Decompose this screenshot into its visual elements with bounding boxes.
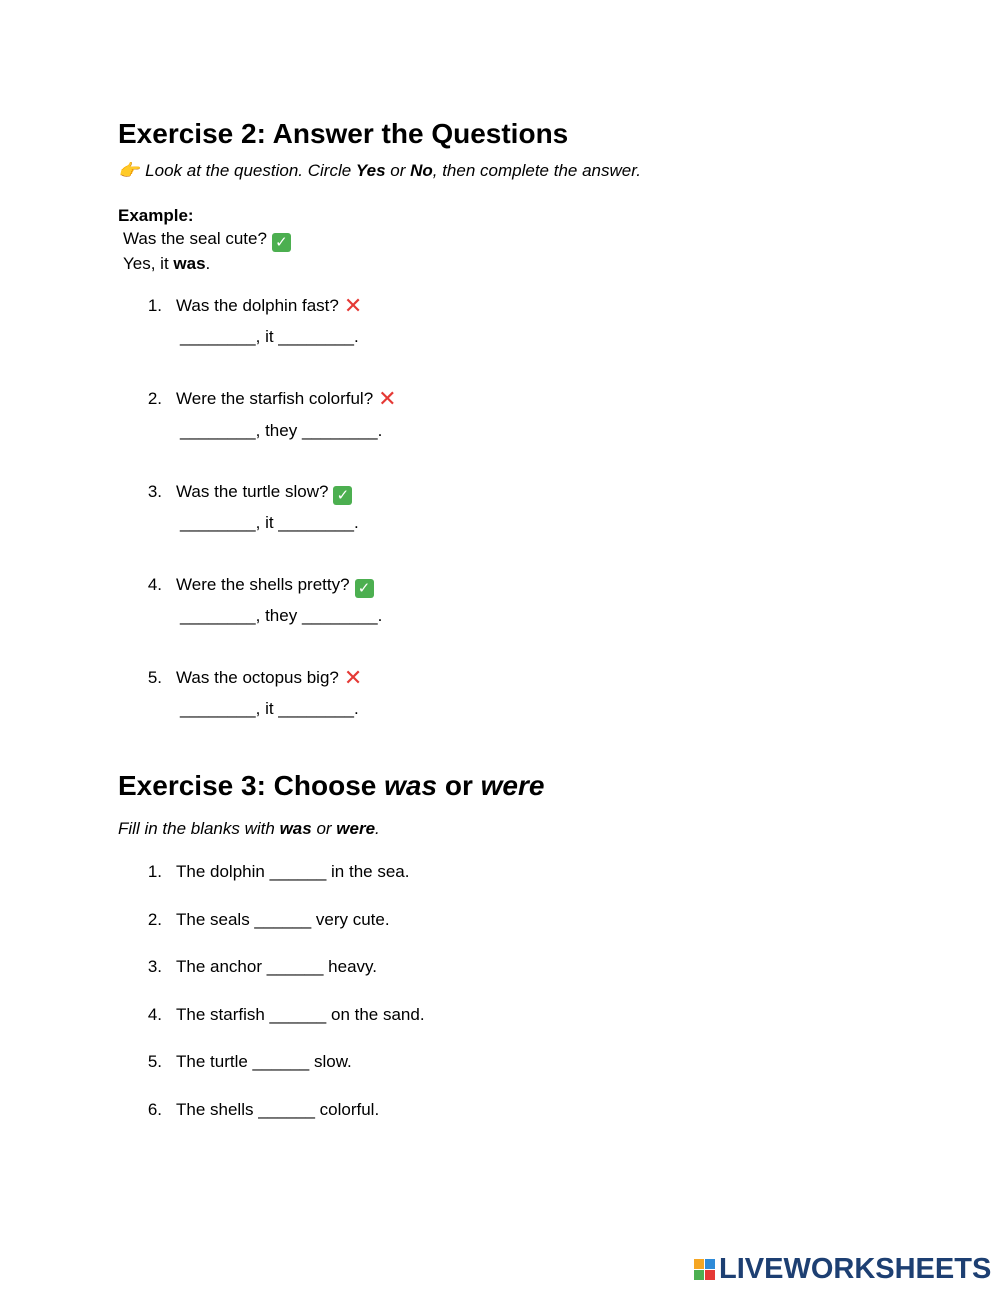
instruction-text-end: , then complete the answer. <box>432 161 641 180</box>
exercise-3-title <box>118 772 544 800</box>
cross-mark-icon: ✕ <box>378 386 397 411</box>
check-mark-icon: ✓ <box>333 486 352 505</box>
answer-blank[interactable]: ________, it ________. <box>180 327 359 346</box>
question-text: Were the starfish colorful? <box>176 389 374 408</box>
question-number: 4. <box>147 575 162 594</box>
item-text: The dolphin ______ in the sea. <box>176 862 410 881</box>
fill-in-item[interactable] <box>140 1005 425 1025</box>
check-mark-icon: ✓ <box>355 579 374 598</box>
logo-mark-icon <box>694 1259 715 1280</box>
fill-in-item[interactable] <box>140 957 377 977</box>
instruction-or: or <box>311 819 337 838</box>
question-number: 2. <box>147 389 162 408</box>
item-text: The starfish ______ on the sand. <box>176 1004 425 1024</box>
exercise-3-title-was: was <box>384 770 438 801</box>
question-text: Was the octopus big? <box>176 668 339 687</box>
item-number: 3. <box>147 957 162 976</box>
instruction-yes: Yes <box>355 161 386 180</box>
example-answer <box>123 254 210 274</box>
logo-text: LIVEWORKSHEETS <box>719 1252 992 1285</box>
answer-blank[interactable]: ________, they ________. <box>180 421 383 440</box>
liveworksheets-logo <box>694 1252 992 1285</box>
item-text: The shells ______ colorful. <box>176 1099 380 1119</box>
item-text: The anchor ______ heavy. <box>176 957 377 976</box>
exercise-2-question <box>140 482 352 505</box>
example-answer-text: Yes, it <box>123 254 174 273</box>
question-number: 5. <box>147 668 162 687</box>
item-number: 4. <box>147 1004 162 1024</box>
exercise-2-title: Exercise 2: Answer the Questions <box>118 118 569 149</box>
fill-in-item[interactable] <box>140 1100 379 1120</box>
exercise-2-question <box>140 386 397 411</box>
example-answer-end: . <box>205 254 211 273</box>
item-number: 5. <box>147 1052 162 1071</box>
exercise-3-instruction <box>118 819 380 839</box>
question-number: 1. <box>147 296 162 315</box>
instruction-no: No <box>410 161 433 180</box>
answer-blank[interactable]: ________, they ________. <box>180 606 383 625</box>
cross-mark-icon: ✕ <box>343 293 363 318</box>
fill-in-item[interactable] <box>140 862 409 882</box>
example-question-text: Was the seal cute? <box>123 229 267 248</box>
item-number: 2. <box>147 909 162 929</box>
instruction-end: . <box>375 819 380 838</box>
check-mark-icon: ✓ <box>272 233 291 252</box>
instruction-were: were <box>336 819 376 838</box>
question-number: 3. <box>147 482 162 501</box>
instruction-or: or <box>385 161 411 180</box>
cross-mark-icon: ✕ <box>343 665 363 690</box>
question-text: Was the turtle slow? <box>176 482 329 501</box>
question-text: Were the shells pretty? <box>176 575 350 594</box>
fill-in-item[interactable] <box>140 910 390 930</box>
example-answer-bold: was <box>173 254 206 273</box>
exercise-2-question <box>140 293 363 318</box>
question-text: Was the dolphin fast? <box>176 296 339 315</box>
instruction-text: Look at the question. Circle <box>145 161 356 180</box>
item-text: The seals ______ very cute. <box>176 909 390 929</box>
instruction-was: was <box>279 819 312 838</box>
pointing-hand-icon: 👉 <box>118 161 140 180</box>
instruction-text: Fill in the blanks with <box>118 819 280 838</box>
exercise-2-question <box>140 665 363 690</box>
exercise-3-title-were: were <box>480 770 545 801</box>
exercise-2-instruction <box>118 161 641 181</box>
example-question <box>123 229 291 252</box>
exercise-2-question <box>140 575 374 598</box>
exercise-3-title-text: Exercise 3: Choose <box>118 770 385 801</box>
example-label: Example: <box>118 206 194 225</box>
answer-blank[interactable]: ________, it ________. <box>180 513 359 532</box>
answer-blank[interactable]: ________, it ________. <box>180 699 359 718</box>
fill-in-item[interactable] <box>140 1052 352 1072</box>
exercise-3-title-or: or <box>437 770 481 801</box>
item-text: The turtle ______ slow. <box>176 1052 352 1071</box>
item-number: 1. <box>147 862 162 881</box>
item-number: 6. <box>147 1099 162 1119</box>
